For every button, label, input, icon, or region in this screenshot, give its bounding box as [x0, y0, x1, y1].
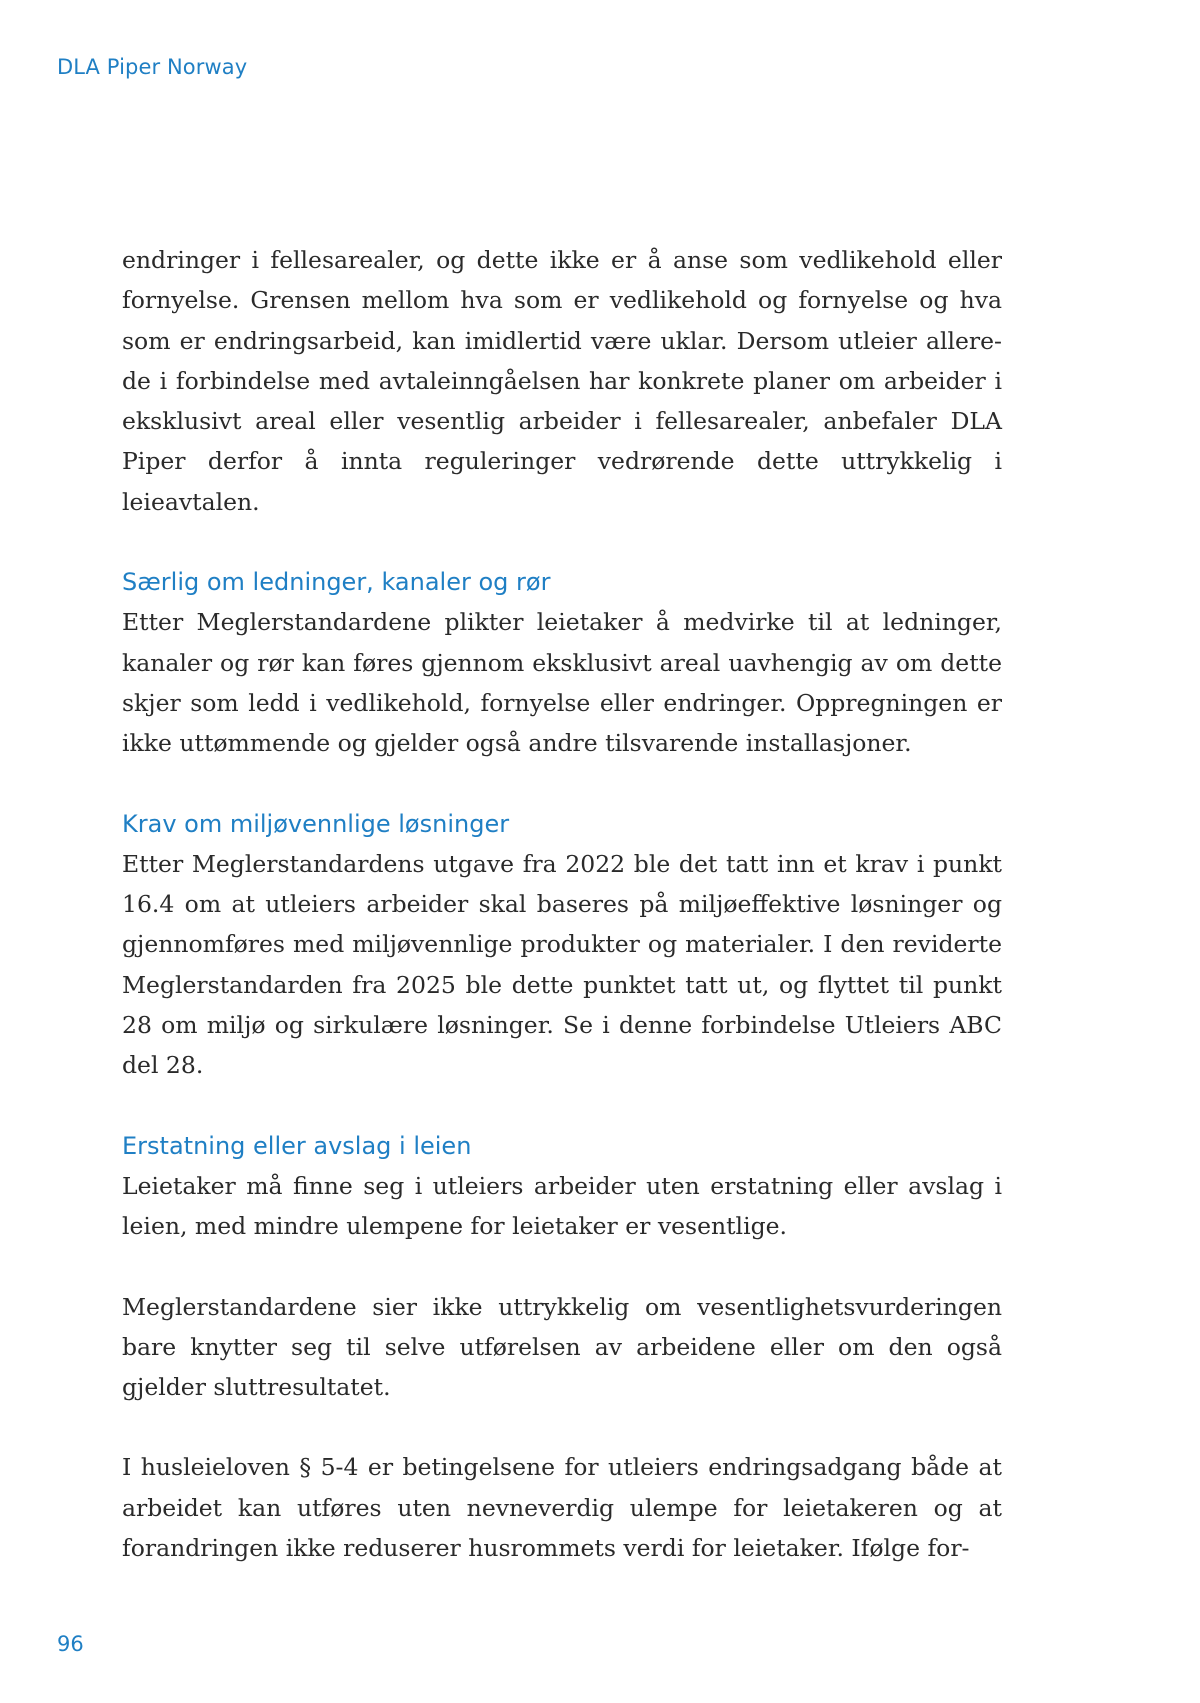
page-number: 96 — [57, 1632, 84, 1656]
paragraph-spacer — [122, 764, 1002, 804]
body-paragraph: Etter Meglerstandardens utgave fra 2022 ble det tatt inn et krav i punkt 16.4 om at utleiers arbeider skal baseres på miljøeffektive løsninger og gjennomføres med miljøvennlige produkter og materialer. I den reviderte Meglerstandarden fra 2025 ble dette punktet tatt ut, og flyttet til punkt 28 om miljø og sirkulære løsninger. Se i denne forbindelse Utleiers ABC del 28. — [122, 849, 1002, 1080]
paragraph-spacer — [122, 1086, 1002, 1126]
page-body — [122, 240, 1002, 1568]
body-paragraph: I husleieloven § 5-4 er betingelsene for utleiers endringsadgang både at arbeidet kan utføres uten nevneverdig ulempe for leietakeren og at forandringen ikke reduserer husrommets verdi for leietaker. Ifølge for- — [122, 1453, 1002, 1563]
paragraph-spacer — [122, 522, 1002, 562]
section-heading-erstatning: Erstatning eller avslag i leien — [122, 1131, 472, 1160]
section-heading-miljo: Krav om miljøvennlige løsninger — [122, 809, 510, 838]
running-header: DLA Piper Norway — [57, 55, 248, 79]
body-paragraph: Etter Meglerstandardene plikter leietaker å medvirke til at ledninger, kanaler og rør kan føres gjennom eksklusivt areal uavhengig av om dette skjer som ledd i vedlikehold, fornyelse eller endringer. Oppregningen er ikke uttømmende og gjelder også andre tilsvarende installasjoner. — [122, 608, 1002, 758]
body-paragraph: endringer i fellesarealer, og dette ikke er å anse som vedlikehold eller fornyelse. Grensen mellom hva som er vedlikehold og fornyelse og hva som er endringsarbeid, kan imidlertid være uklar. Dersom utleier allerede i forbindelse med avtaleinngåelsen har konkrete planer om arbeider i eksklusivt areal eller vesentlig arbeider i fellesarealer, anbefaler DLA Piper derfor å innta reguleringer vedrørende dette uttrykkelig i leieavtalen. — [122, 246, 1002, 516]
paragraph-spacer — [122, 1247, 1002, 1287]
body-paragraph: Leietaker må finne seg i utleiers arbeider uten erstatning eller avslag i leien, med mindre ulempene for leietaker er vesentlige. — [122, 1171, 1002, 1241]
body-paragraph: Meglerstandardene sier ikke uttrykkelig om vesentlighetsvurderingen bare knytter seg til selve utførelsen av arbeidene eller om den også gjelder sluttresultatet. — [122, 1292, 1002, 1402]
paragraph-spacer — [122, 1407, 1002, 1447]
section-heading-ledninger: Særlig om ledninger, kanaler og rør — [122, 568, 551, 597]
